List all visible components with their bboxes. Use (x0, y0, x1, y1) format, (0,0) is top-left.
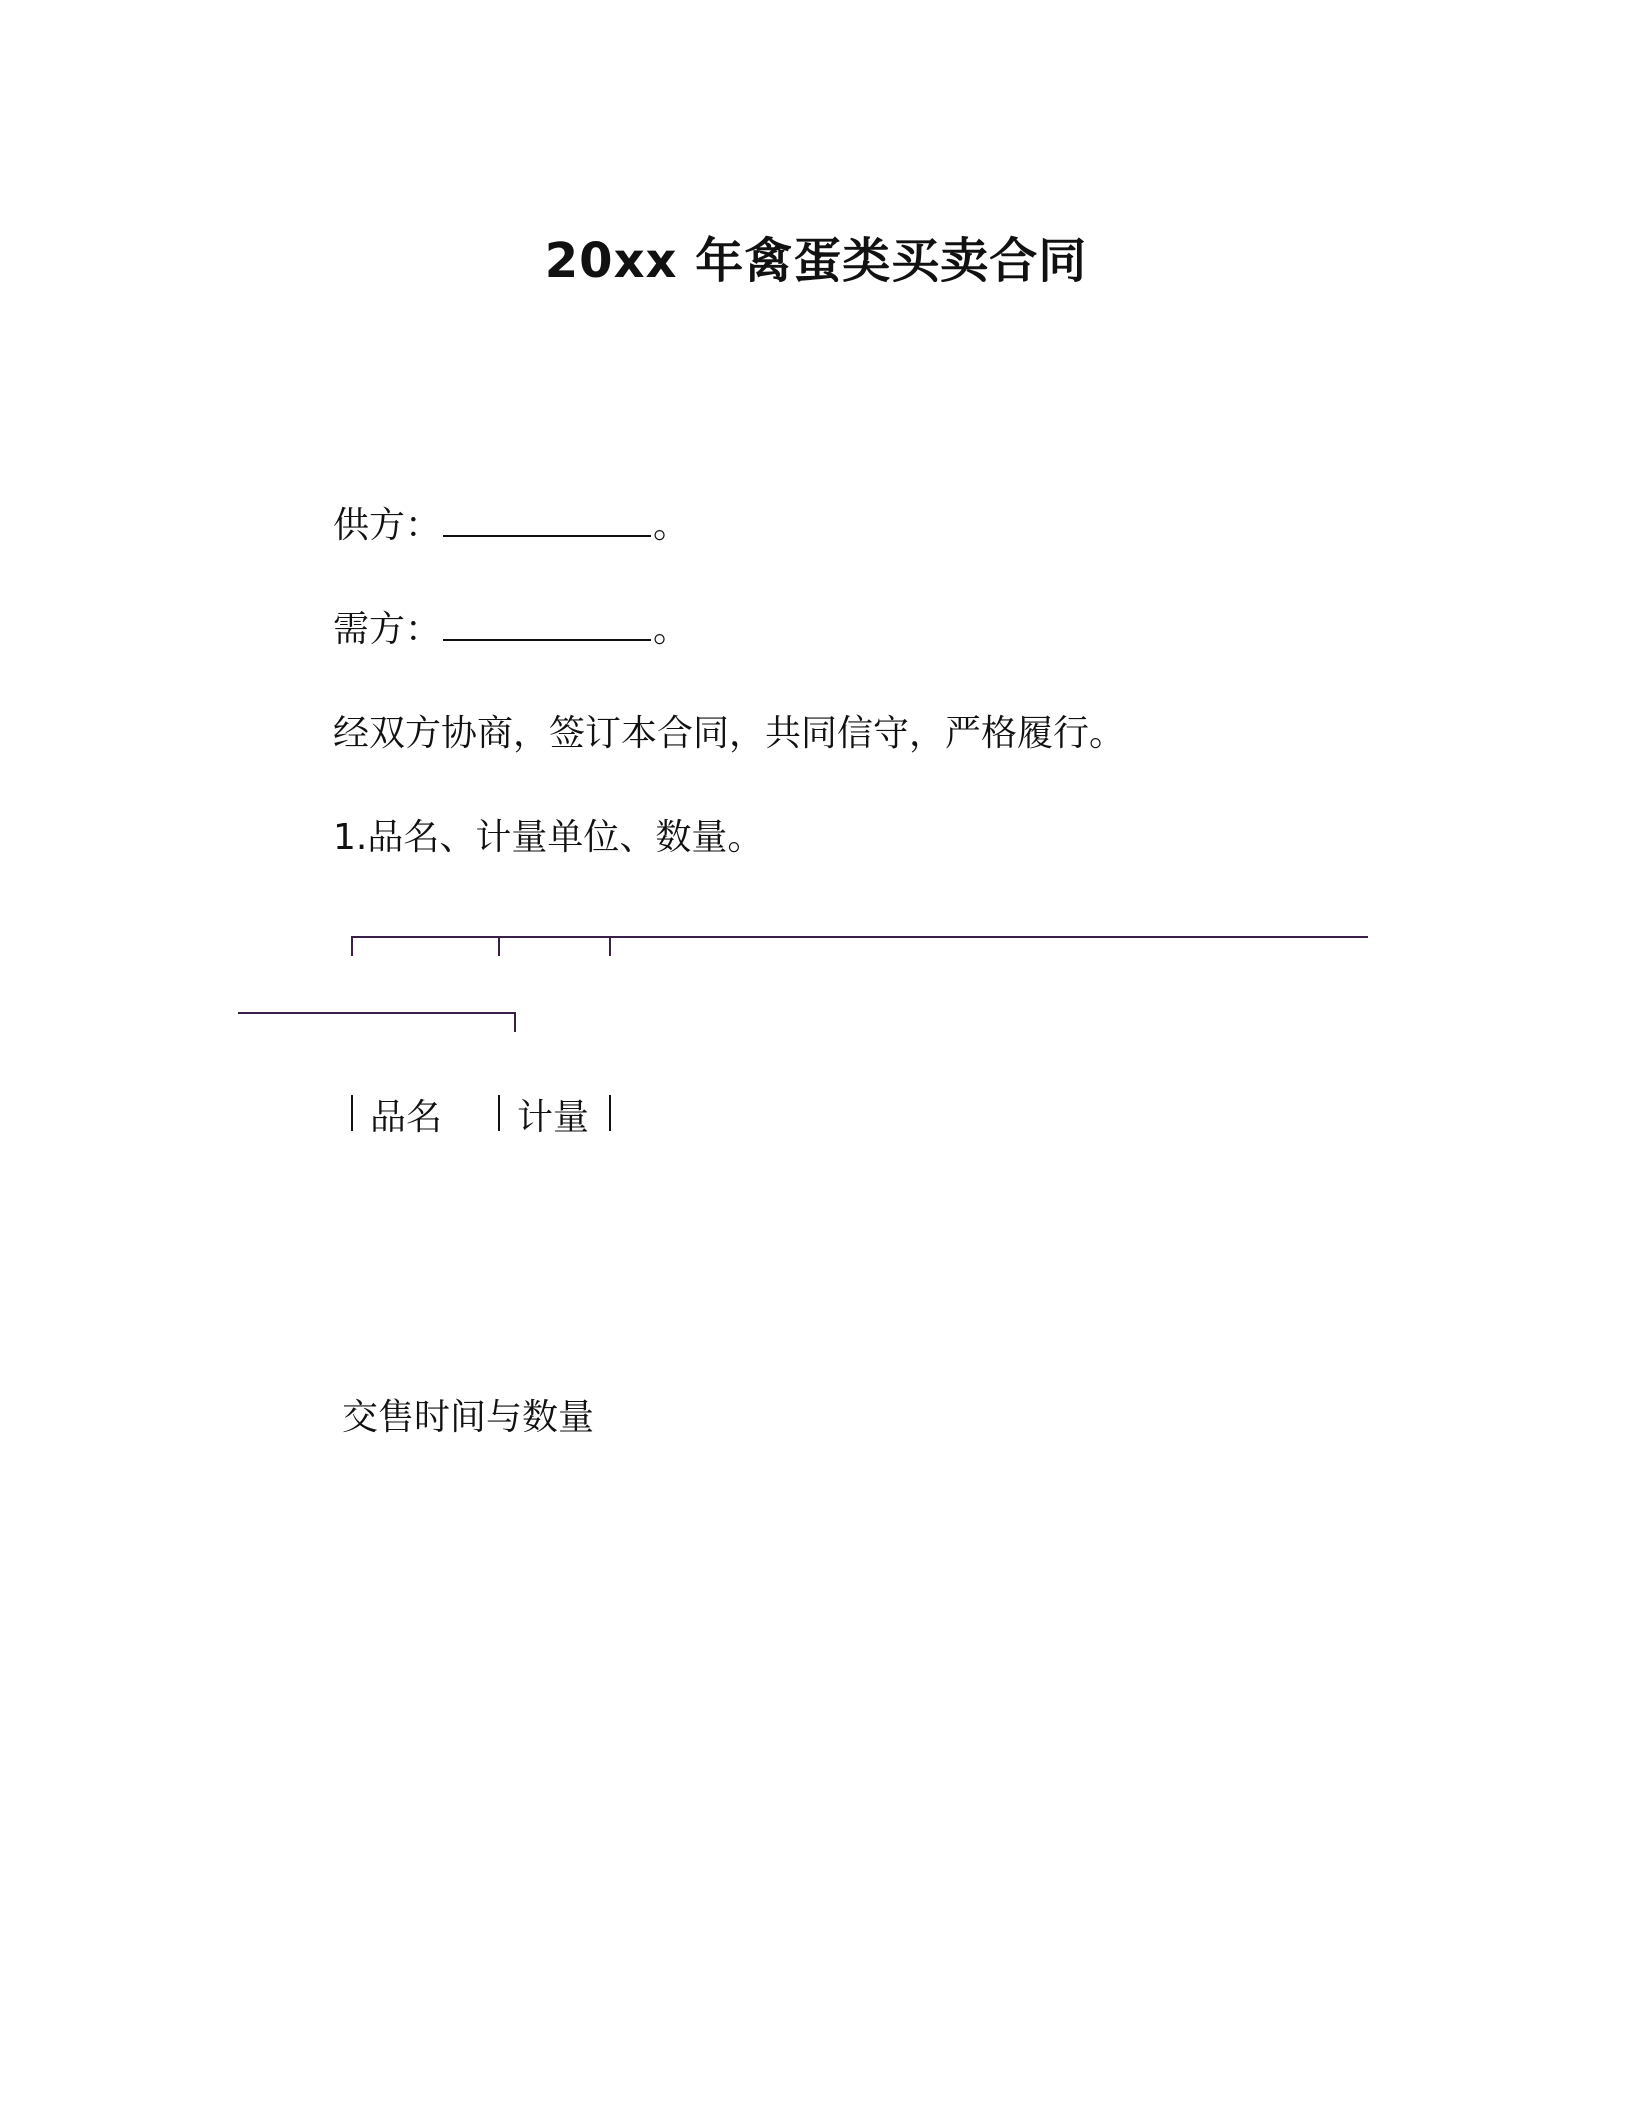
table-cell-divider-1 (351, 1095, 353, 1131)
agreement-paragraph: 经双方协商，签订本合同，共同信守，严格履行。 (333, 713, 1126, 754)
table-continuation-tick (514, 1012, 516, 1032)
table-top-tick-3 (609, 936, 611, 956)
table-header-name: 品名 (370, 1097, 443, 1138)
clause-1-heading: 1.品名、计量单位、数量。 (333, 817, 764, 858)
buyer-suffix: 。 (653, 609, 690, 650)
supplier-label: 供方： (333, 505, 442, 546)
buyer-label: 需方： (333, 609, 442, 650)
table-top-tick-1 (351, 936, 353, 956)
delivery-section-heading: 交售时间与数量 (342, 1397, 595, 1438)
supplier-line (333, 497, 689, 548)
table-header-unit: 计量 (517, 1097, 590, 1138)
page-title: 20xx 年禽蛋类买卖合同 (544, 233, 1088, 289)
buyer-blank-field[interactable] (443, 609, 651, 641)
buyer-line (333, 601, 689, 652)
table-top-border (351, 936, 1368, 938)
supplier-blank-field[interactable] (443, 505, 651, 537)
table-continuation-border (238, 1012, 516, 1014)
table-cell-divider-2 (498, 1095, 500, 1131)
table-cell-divider-3 (609, 1095, 611, 1131)
supplier-suffix: 。 (653, 505, 690, 546)
table-top-tick-2 (498, 936, 500, 956)
